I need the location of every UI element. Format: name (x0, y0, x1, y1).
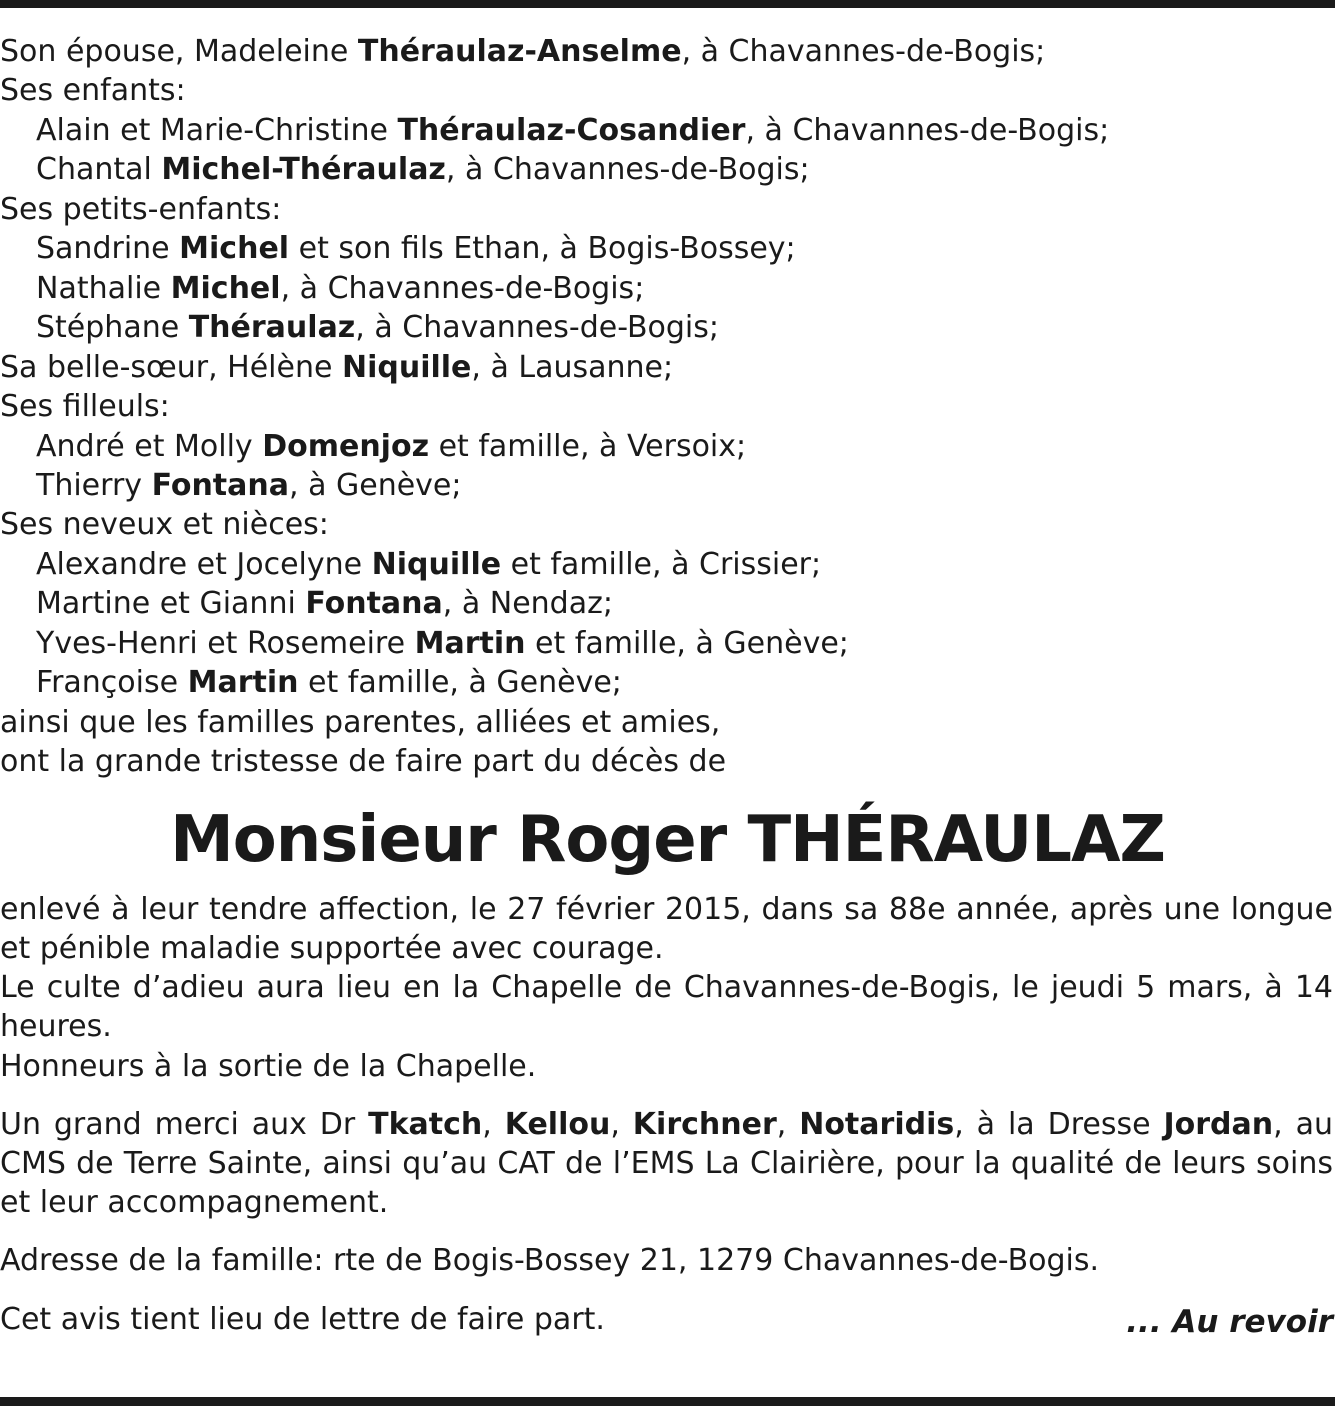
text-segment: Cet avis tient lieu de lettre de faire part. (0, 1302, 605, 1337)
family-line (36, 545, 821, 585)
text-segment: Sa belle-sœur, Hélène (0, 349, 342, 385)
family-line (0, 703, 720, 743)
family-name: Niquille (371, 546, 502, 582)
text-segment: , à Chavannes-de-Bogis; (280, 270, 645, 306)
family-name: Théraulaz (188, 310, 356, 346)
text-segment: Yves-Henri et Rosemeire (36, 625, 415, 661)
family-name: Niquille (341, 349, 472, 385)
family-line (0, 742, 726, 782)
top-rule (0, 0, 1335, 8)
text-segment: Ses petits-enfants: (0, 191, 282, 227)
text-segment: enlevé à leur tendre affection, le 27 février 2015, dans sa 88e année, après une longue et pénible maladie supportée avec courage. (0, 892, 1333, 966)
text-segment: Honneurs à la sortie de la Chapelle. (0, 1049, 537, 1084)
family-line (36, 663, 622, 703)
text-segment: Sandrine (36, 231, 180, 267)
family-name: Kellou (504, 1107, 611, 1142)
text-segment: Martine et Gianni (36, 586, 306, 622)
text-segment: Alexandre et Jocelyne (36, 546, 372, 582)
text-segment: , à la Dresse (954, 1107, 1164, 1142)
family-name: Domenjoz (262, 428, 430, 464)
text-segment: André et Molly (36, 428, 263, 464)
family-line (36, 150, 810, 190)
family-name: Kirchner (632, 1107, 777, 1142)
text-segment: Ses neveux et nièces: (0, 507, 329, 543)
family-line (0, 32, 1045, 72)
family-line (36, 308, 719, 348)
text-segment: , (776, 1107, 800, 1142)
text-segment: , à Lausanne; (471, 349, 674, 385)
family-line (0, 505, 329, 545)
text-segment: , à Chavannes-de-Bogis; (355, 310, 720, 346)
text-segment: Ses filleuls: (0, 389, 170, 425)
body-paragraph (0, 968, 1333, 1046)
bottom-rule (0, 1397, 1335, 1406)
text-segment: et famille, à Crissier; (501, 546, 822, 582)
text-segment: Stéphane (36, 310, 189, 346)
signoff: ... Au revoir (1126, 1304, 1333, 1340)
text-segment: Nathalie (36, 270, 171, 306)
family-line (0, 348, 673, 388)
family-line (36, 624, 849, 664)
text-segment: ont la grande tristesse de faire part du décès de (0, 744, 727, 780)
family-name: Fontana (151, 467, 289, 503)
text-segment: , au CMS de Terre Sainte, ainsi qu’au CAT de l’EMS La Clairière, pour la qualité de leurs soins et leur accompagnement. (0, 1107, 1333, 1220)
family-name: Michel-Théraulaz (161, 152, 446, 188)
family-line (36, 229, 796, 269)
body-paragraph (0, 1047, 1333, 1086)
family-name: Fontana (305, 586, 443, 622)
text-segment: , à Chavannes-de-Bogis; (745, 112, 1110, 148)
family-name: Michel (170, 270, 281, 306)
text-segment: Adresse de la famille: rte de Bogis-Bossey 21, 1279 Chavannes-de-Bogis. (0, 1243, 1100, 1278)
family-name: Jordan (1163, 1107, 1274, 1142)
family-line (0, 190, 281, 230)
family-name: Tkatch (368, 1107, 483, 1142)
body-paragraph (0, 1105, 1333, 1222)
deceased-name: Monsieur Roger THÉRAULAZ (170, 803, 1165, 877)
text-segment: Son épouse, Madeleine (0, 34, 358, 69)
family-line (36, 466, 462, 506)
text-segment: Ses enfants: (0, 73, 186, 109)
text-segment: , à Nendaz; (442, 586, 613, 622)
body-paragraph (0, 890, 1333, 968)
family-name: Martin (187, 665, 299, 701)
text-segment: et son fils Ethan, à Bogis-Bossey; (289, 231, 796, 267)
family-line (0, 387, 170, 427)
text-segment: Chantal (36, 152, 162, 188)
text-segment: ainsi que les familles parentes, alliées et amies, (0, 704, 721, 740)
family-line (36, 584, 613, 624)
family-name: Michel (179, 231, 290, 267)
text-segment: Thierry (36, 467, 152, 503)
text-segment: Françoise (36, 665, 188, 701)
family-line (36, 111, 1109, 151)
text-segment: Un grand merci aux Dr (0, 1107, 369, 1142)
text-segment: , (610, 1107, 633, 1142)
text-segment: , à Genève; (289, 467, 462, 503)
text-segment: , (482, 1107, 505, 1142)
text-segment: , à Chavannes-de-Bogis; (681, 34, 1046, 69)
family-line (0, 71, 186, 111)
family-name: Théraulaz-Cosandier (397, 112, 746, 148)
family-line (36, 269, 644, 309)
text-segment: Le culte d’adieu aura lieu en la Chapelle de Chavannes-de-Bogis, le jeudi 5 mars, à 14 heures. (0, 970, 1333, 1044)
family-name: Notaridis (799, 1107, 955, 1142)
text-segment: Alain et Marie-Christine (36, 112, 398, 148)
family-line (36, 427, 746, 467)
text-segment: et famille, à Genève; (298, 665, 622, 701)
text-segment: et famille, à Genève; (525, 625, 849, 661)
text-segment: , à Chavannes-de-Bogis; (445, 152, 810, 188)
body-paragraph (0, 1241, 1333, 1280)
family-name: Théraulaz-Anselme (357, 34, 682, 69)
text-segment: et famille, à Versoix; (429, 428, 747, 464)
family-name: Martin (414, 625, 526, 661)
